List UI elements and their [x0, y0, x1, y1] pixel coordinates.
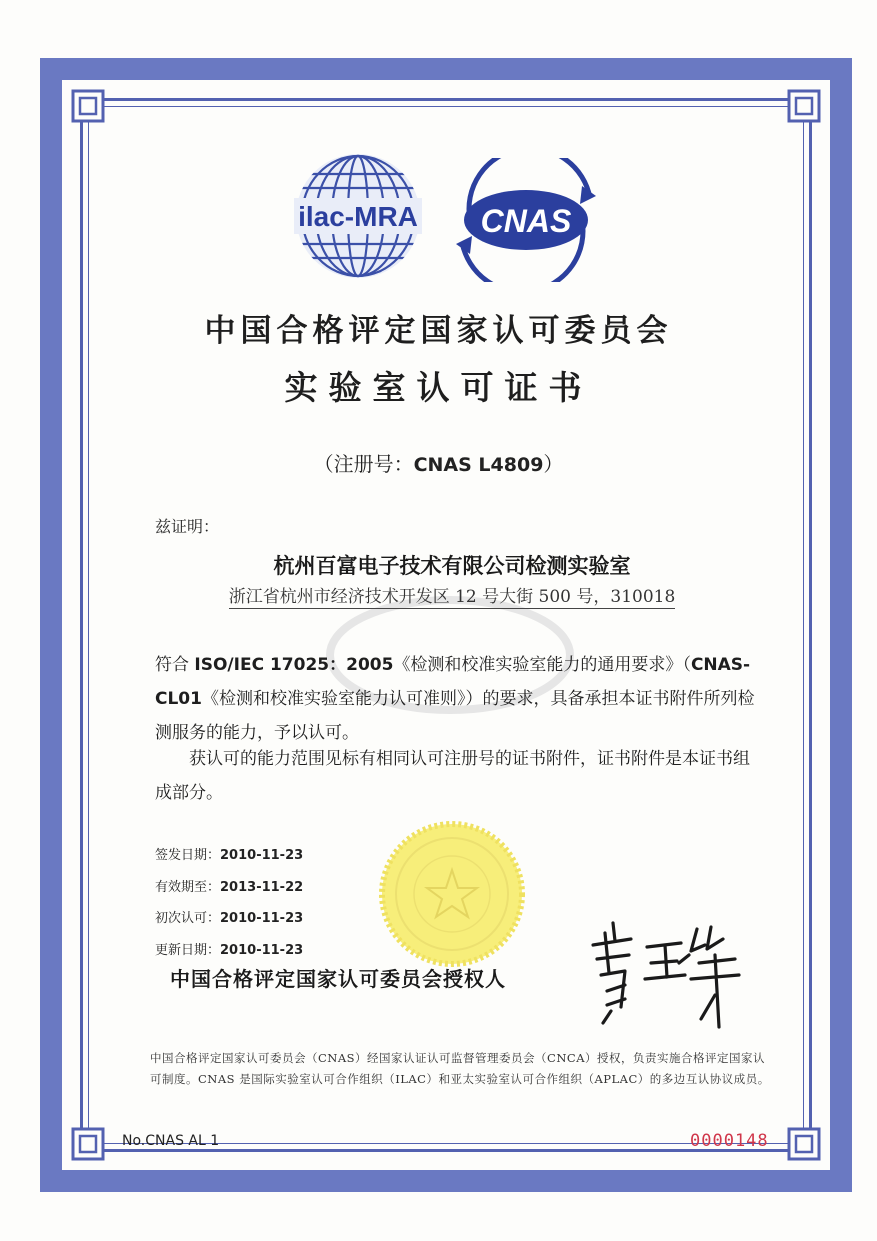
scope-text: 获认可的能力范围见标有相同认可注册号的证书附件，证书附件是本证书组成部分。 [155, 749, 750, 803]
corner-ornament-bottom-left [71, 1127, 105, 1161]
cnas-authorization-note: 中国合格评定国家认可委员会（CNAS）经国家认证认可监督管理委员会（CNCA）授权，负责实施合格评定国家认可制度。CNAS 是国际实验室认可合作组织（ILAC）和亚太实验室认可合作组织（APLAC）的多边互认协议成员。 [150, 1051, 770, 1086]
scope-paragraph [155, 742, 755, 810]
standard-cnas-cl01: CNAS-CL01 [155, 655, 751, 709]
hereby-certify-label: 兹证明： [155, 517, 220, 536]
corner-ornament-top-right [787, 89, 821, 123]
certificate-number: No.CNAS AL 1 [122, 1133, 220, 1149]
conformity-paragraph [155, 648, 755, 750]
p1-part-d: 《检测和校准实验室能力认可准则》）的要求，具备承担本证书附件所列检测服务的能力，予以认可。 [155, 689, 755, 743]
date-label: 初次认可： [155, 911, 221, 926]
laboratory-name: 杭州百富电子技术有限公司检测实验室 [273, 554, 631, 578]
authorized-signatory-label: 中国合格评定国家认可委员会授权人 [170, 967, 506, 991]
p1-part-c: （ [682, 655, 691, 675]
ilac-mra-logo [290, 150, 426, 282]
update-date-row [155, 935, 303, 967]
date-value: 2010-11-23 [220, 911, 304, 926]
registration-number: CNAS L4809 [413, 454, 544, 476]
initial-accreditation-row [155, 903, 303, 935]
p1-part-a: 符合 [155, 655, 195, 675]
address-text: 浙江省杭州市经济技术开发区 12 号大街 500 号，310018 [228, 587, 676, 607]
issue-date-row [155, 840, 303, 872]
date-value: 2013-11-22 [220, 879, 304, 895]
dates-block [155, 840, 303, 966]
laboratory-address [0, 582, 877, 607]
issuer-title: 中国合格评定国家认可委员会 [204, 313, 673, 349]
corner-ornament-bottom-right [787, 1127, 821, 1161]
standard-iso-17025: ISO/IEC 17025：2005 [194, 655, 394, 675]
cnas-logo [450, 158, 602, 282]
registration-number-line [0, 448, 877, 477]
date-value: 2010-11-23 [220, 848, 304, 863]
embossed-seal [378, 820, 526, 968]
cnas-logo-text: CNAS [480, 203, 572, 239]
serial-number: 0000148 [690, 1131, 769, 1151]
date-value: 2010-11-23 [220, 942, 304, 958]
corner-ornament-top-left [71, 89, 105, 123]
certificate-title: 实验室认可证书 [284, 368, 593, 407]
registration-prefix: （注册号： [313, 452, 414, 476]
ilac-logo-text: ilac-MRA [298, 201, 418, 232]
date-label: 有效期至： [155, 879, 221, 895]
registration-suffix: ） [543, 452, 564, 476]
signature [585, 915, 750, 1035]
date-label: 更新日期： [155, 942, 221, 958]
date-label: 签发日期： [155, 848, 221, 863]
p1-part-b: 《检测和校准实验室能力的通用要求》 [393, 655, 683, 675]
valid-until-row [155, 872, 303, 904]
